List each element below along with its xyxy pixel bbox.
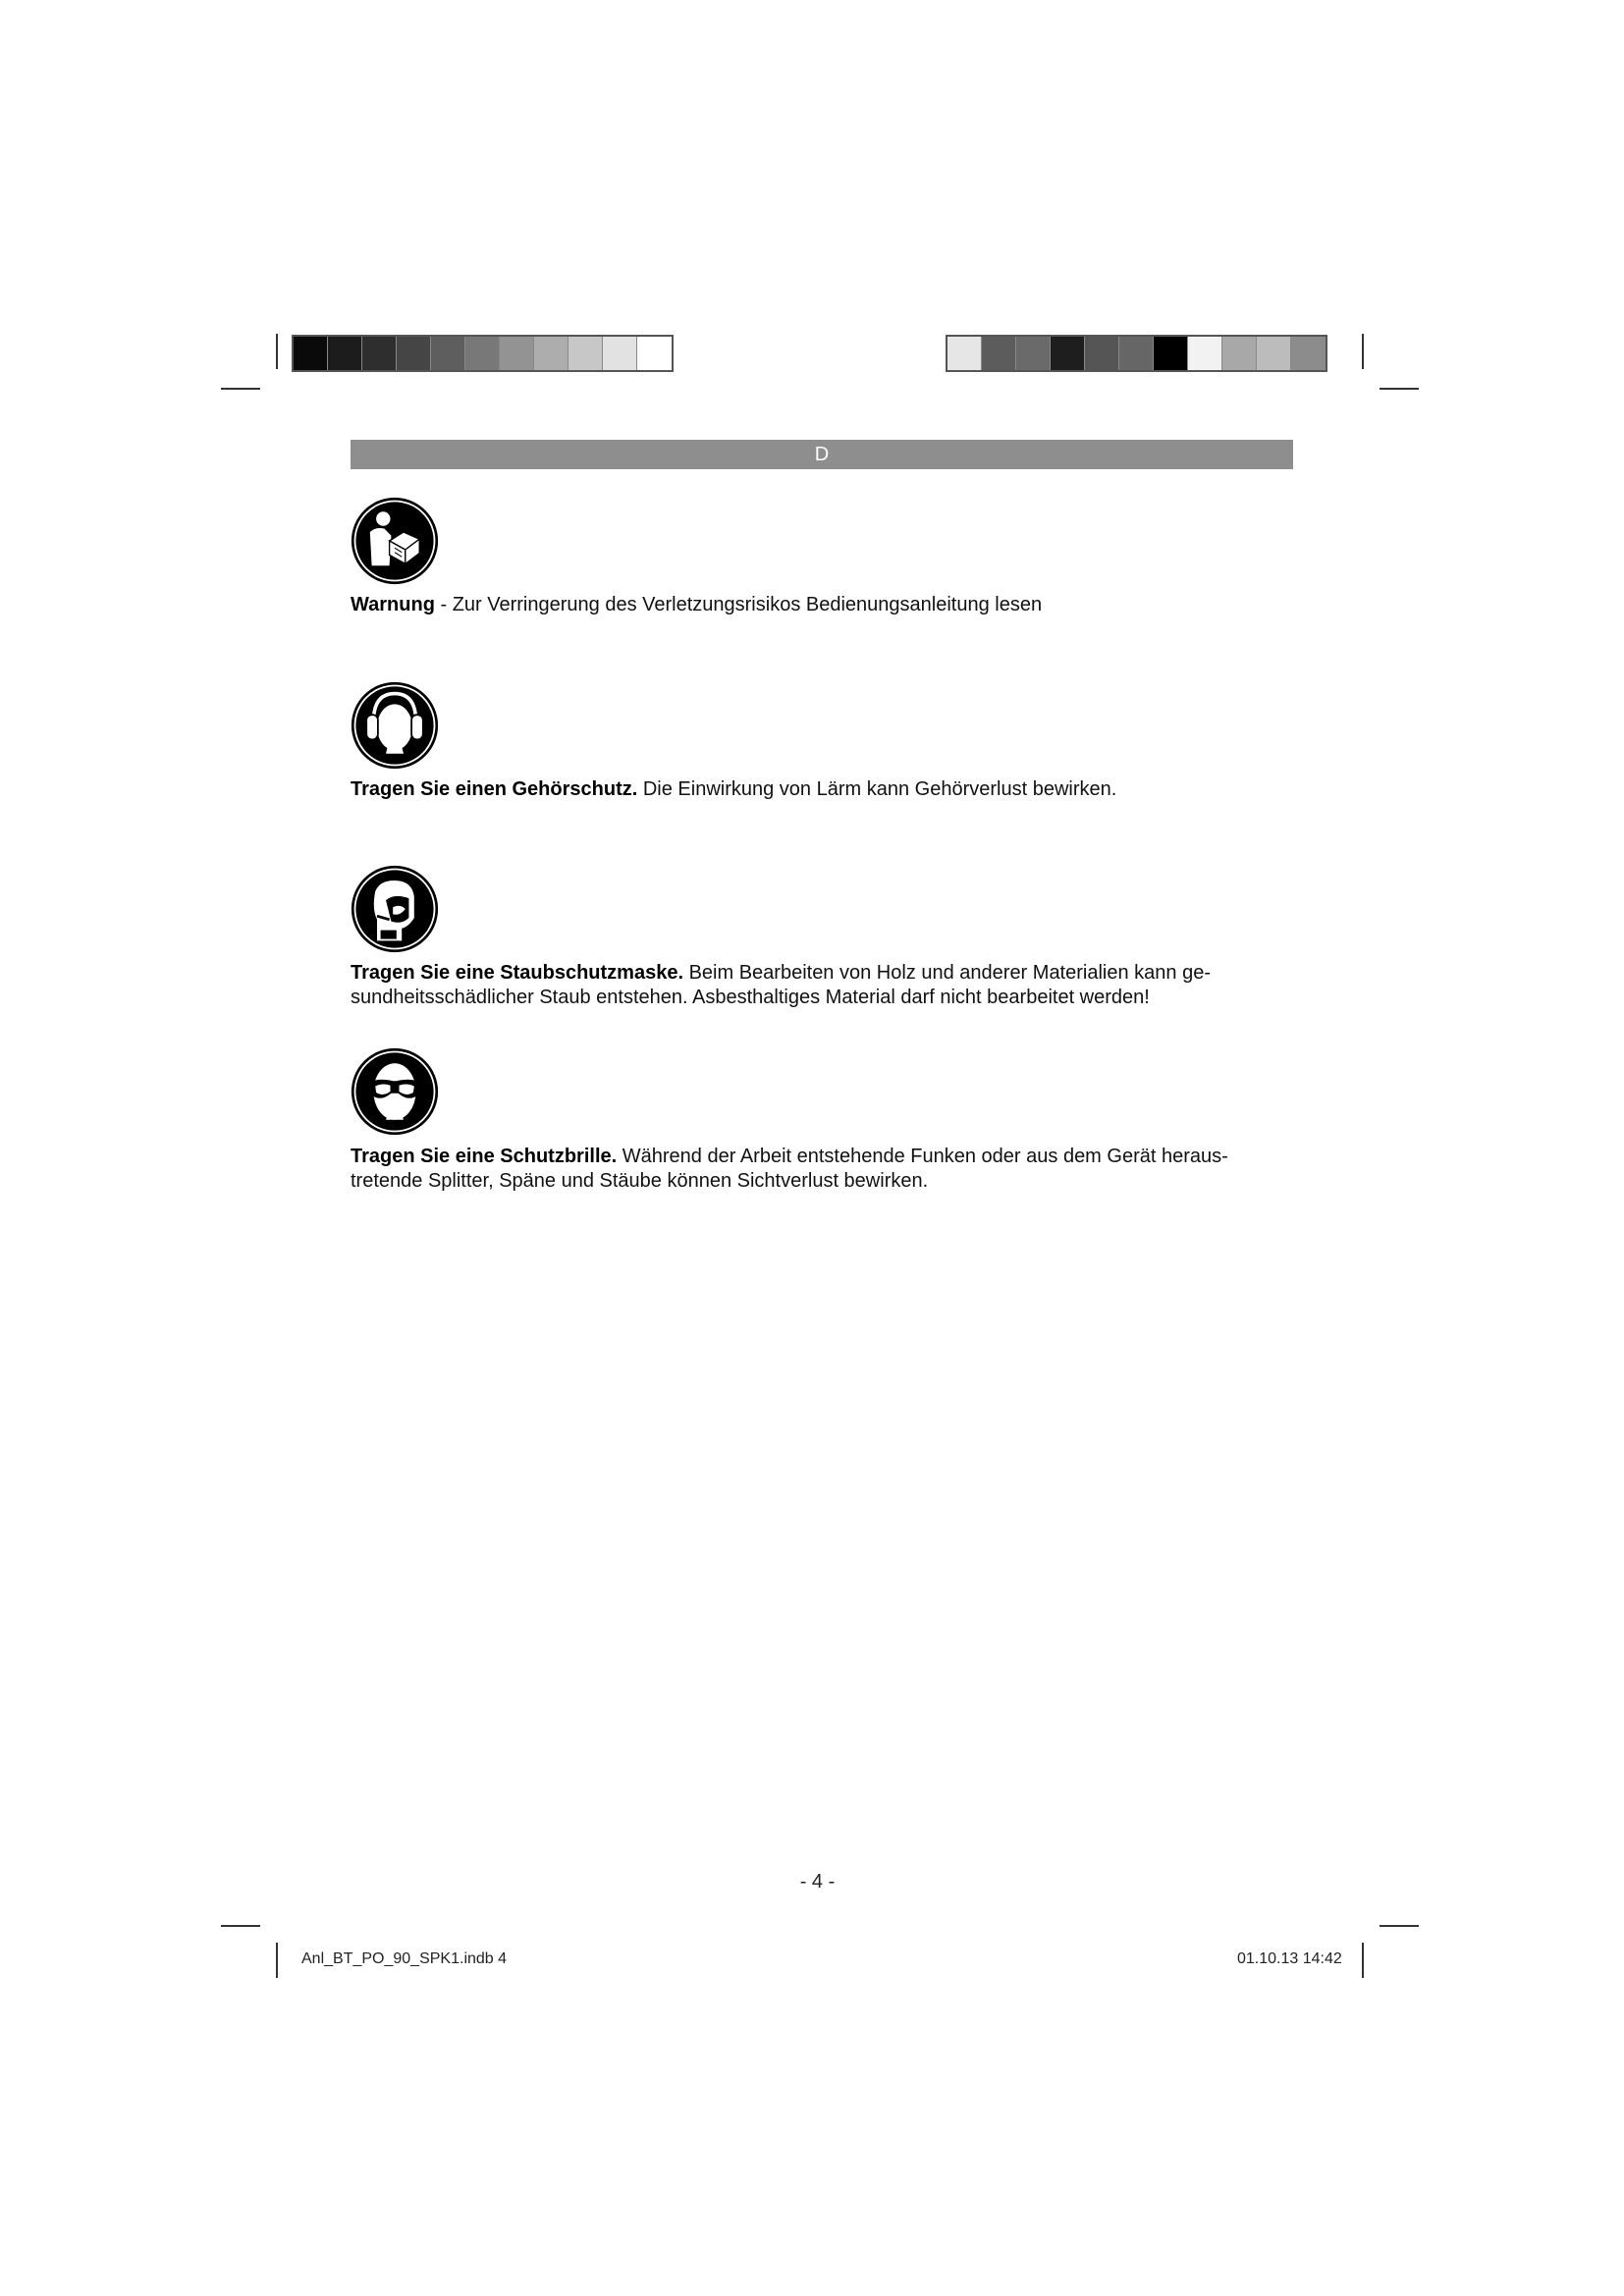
color-swatch <box>294 337 328 370</box>
color-swatch <box>1154 337 1188 370</box>
color-swatch <box>1188 337 1222 370</box>
crop-mark <box>1380 388 1419 390</box>
warning-dust-mask-text <box>351 961 1283 1010</box>
color-swatch <box>1257 337 1291 370</box>
color-swatch <box>603 337 637 370</box>
crop-mark <box>1380 1925 1419 1927</box>
read-manual-icon <box>351 497 439 585</box>
color-calibration-bar-right <box>946 335 1327 372</box>
warning-label: Tragen Sie eine Schutzbrille. <box>351 1146 618 1167</box>
crop-mark <box>276 1943 278 1978</box>
color-swatch <box>431 337 465 370</box>
color-swatch <box>1085 337 1119 370</box>
color-swatch <box>465 337 500 370</box>
warning-description: Die Einwirkung von Lärm kann Gehörverlust bewirken. <box>637 778 1117 800</box>
color-swatch <box>947 337 982 370</box>
color-swatch <box>1016 337 1051 370</box>
color-swatch <box>397 337 431 370</box>
language-code: D <box>814 444 830 465</box>
crop-mark <box>276 334 278 369</box>
safety-goggles-icon <box>351 1047 439 1136</box>
footer-filename: Anl_BT_PO_90_SPK1.indb 4 <box>301 1950 508 1967</box>
crop-mark <box>221 1925 260 1927</box>
warning-read-manual-text <box>351 593 1283 617</box>
warning-hearing-protection-text <box>351 777 1283 802</box>
crop-mark <box>221 388 260 390</box>
warning-description: Beim Bearbeiten von Holz und anderer Materialien kann ge-sundheitsschädlicher Staub entstehen. Asbesthaltiges Material darf nicht bearbeitet werden! <box>351 962 1211 1008</box>
warning-label: Tragen Sie eine Staubschutzmaske. <box>351 962 684 984</box>
page-number: - 4 - <box>799 1871 836 1893</box>
color-swatch <box>568 337 603 370</box>
ear-protection-icon <box>351 681 439 770</box>
warning-description: - Zur Verringerung des Verletzungsrisikos Bedienungsanleitung lesen <box>434 594 1043 615</box>
language-header-band <box>351 440 1293 469</box>
warning-description: Während der Arbeit entstehende Funken oder aus dem Gerät heraus-tretende Splitter, Späne und Stäube können Sichtverlust bewirken. <box>351 1146 1228 1192</box>
warning-label: Warnung <box>351 594 435 615</box>
crop-mark <box>1362 1943 1364 1978</box>
color-swatch <box>637 337 672 370</box>
color-swatch <box>1119 337 1154 370</box>
color-swatch <box>534 337 568 370</box>
crop-mark <box>1362 334 1364 369</box>
color-swatch <box>1222 337 1257 370</box>
color-swatch <box>362 337 397 370</box>
color-calibration-bar-left <box>292 335 674 372</box>
color-swatch <box>1051 337 1085 370</box>
warning-safety-goggles-text <box>351 1145 1283 1194</box>
footer-timestamp: 01.10.13 14:42 <box>1237 1950 1342 1967</box>
warning-label: Tragen Sie einen Gehörschutz. <box>351 778 638 800</box>
color-swatch <box>500 337 534 370</box>
dust-mask-icon <box>351 865 439 953</box>
color-swatch <box>328 337 362 370</box>
color-swatch <box>982 337 1016 370</box>
color-swatch <box>1291 337 1326 370</box>
